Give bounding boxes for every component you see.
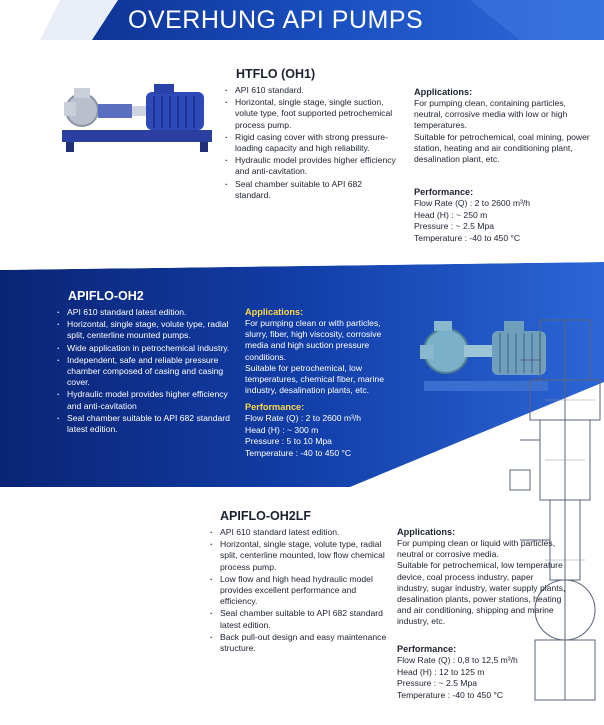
product-1-title: HTFLO (OH1): [236, 67, 316, 81]
applications-heading: Applications:: [414, 87, 473, 97]
product-3-feature: · Horizontal, single stage, volute type, radial split, centerline mounted, low flow chemical process pump.: [209, 539, 387, 573]
performance-temperature: Temperature : -40 to 450 °C: [245, 447, 352, 458]
product-3-feature: · Seal chamber suitable to API 682 standard latest edition.: [209, 608, 387, 630]
performance-pressure: Pressure : 5 to 10 Mpa: [245, 436, 332, 446]
performance-head: Head (H) : ~ 300 m: [245, 424, 319, 435]
htflo-pump-image: [62, 70, 212, 160]
product-1-feature: · Horizontal, single stage, single suction, volute type, foot supported petrochemical process pump.: [224, 97, 396, 131]
product-2-feature: · Hydraulic model provides higher efficiency and anti-cavitation: [56, 389, 236, 411]
performance-temperature: Temperature : -40 to 450 °C: [414, 232, 521, 243]
product-1-feature: · Rigid casing cover with strong pressure-loading capacity and high reliability.: [224, 132, 396, 154]
product-3-feature: · Back pull-out design and easy maintenance structure.: [209, 632, 387, 654]
performance-heading: Performance:: [245, 402, 305, 412]
applications-text: For pumping clean, containing particles, neutral, corrosive media with low or high temperatures. Suitable for petrochemical, coal mining, power station, heating and air conditioning plant, desalination plant, etc.: [414, 98, 590, 165]
product-3-features: [209, 527, 387, 655]
product-1-feature: · API 610 standard.: [224, 85, 396, 96]
product-1-feature: · Hydraulic model provides higher efficiency and anti-cavitation.: [224, 155, 396, 177]
product-1-feature: · Seal chamber suitable to API 682 standard.: [224, 179, 396, 201]
applications-heading: Applications:: [245, 307, 304, 317]
product-2-title: APIFLO-OH2: [68, 289, 144, 303]
product-1-performance: [414, 186, 594, 244]
product-2-feature: · Horizontal, single stage, volute type, radial split, centerline mounted pumps.: [56, 319, 236, 341]
product-2-feature: · Independent, safe and reliable pressure chamber composed of casing and casing cover.: [56, 355, 236, 389]
product-3-performance: [397, 643, 567, 701]
product-3-feature: · Low flow and high head hydraulic model provides excellent performance and efficiency.: [209, 574, 387, 608]
product-2-feature: · API 610 standard latest edition.: [56, 307, 236, 318]
applications-heading: Applications:: [397, 527, 456, 537]
applications-text: For pumping clean or liquid with particles, neutral or corrosive media. Suitable for petrochemical, low temperature device, coal process industry, paper industry, sugar industry, water supply plants, desalination plants, power stations, heating and air conditioning, shipping and marine industry, etc.: [397, 538, 566, 627]
performance-pressure: Pressure : ~ 2.5 Mpa: [397, 678, 478, 688]
performance-temperature: Temperature : -40 to 450 °C: [397, 689, 504, 700]
performance-flow: Flow Rate (Q) : 2 to 2600 m³/h: [245, 413, 362, 423]
product-1-features: [224, 85, 396, 202]
page-title: OVERHUNG API PUMPS: [128, 6, 424, 34]
applications-text: For pumping clean or with particles, slurry, fiber, high viscosity, corrosive media and high suction pressure conditions. Suitable for petrochemical, low temperatures, chemical fiber, marine industry, desalination plants, etc.: [245, 318, 384, 396]
product-3-feature: · API 610 standard latest edition.: [209, 527, 387, 538]
product-2-applications: [245, 306, 405, 396]
performance-heading: Performance:: [397, 644, 457, 654]
product-2-features: [56, 307, 236, 436]
performance-pressure: Pressure : ~ 2.5 Mpa: [414, 221, 495, 231]
product-3-title: APIFLO-OH2LF: [220, 509, 311, 523]
header-banner: [0, 0, 604, 40]
performance-heading: Performance:: [414, 187, 474, 197]
performance-flow: Flow Rate (Q) : 0,8 to 12,5 m³/h: [397, 655, 518, 665]
performance-head: Head (H) : ~ 250 m: [414, 209, 488, 220]
performance-flow: Flow Rate (Q) : 2 to 2600 m³/h: [414, 198, 531, 208]
performance-head: Head (H) : 12 to 125 m: [397, 666, 485, 677]
product-2-feature: · Seal chamber suitable to API 682 standard latest edition.: [56, 413, 236, 435]
product-2-performance: [245, 401, 405, 459]
product-2-feature: · Wide application in petrochemical industry.: [56, 343, 236, 354]
product-3-applications: [397, 526, 567, 628]
product-1-applications: [414, 86, 594, 165]
